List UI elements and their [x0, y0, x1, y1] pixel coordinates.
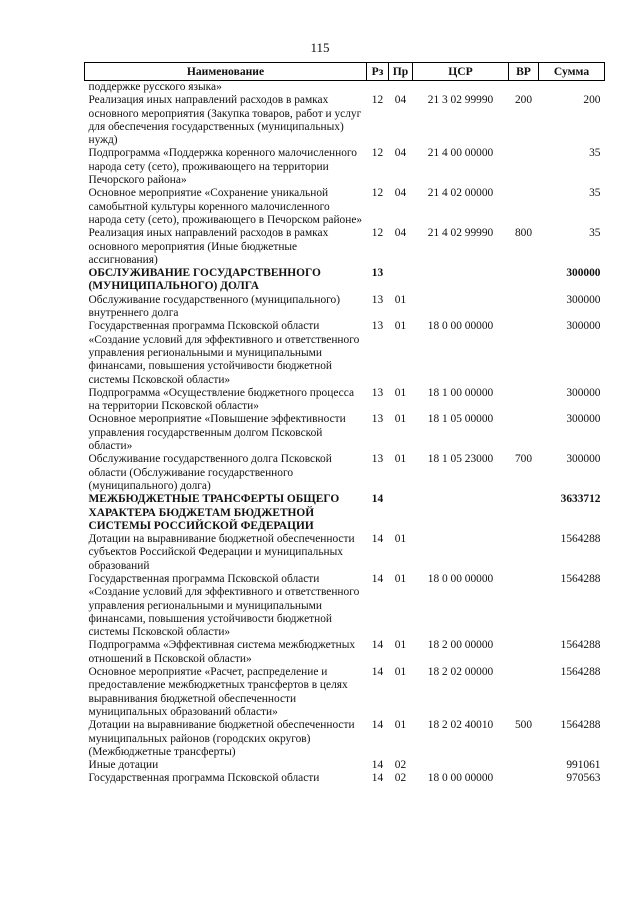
- cell-csr: [413, 533, 509, 573]
- cell-sum: 200: [583, 94, 601, 107]
- cell-rz: 12: [371, 147, 384, 160]
- cell-csr: 18 2 02 40010: [427, 719, 494, 732]
- table-row: [85, 227, 605, 267]
- cell-vr: [509, 573, 539, 639]
- cell-csr: 18 0 00 00000: [427, 772, 494, 785]
- cell-vr: [509, 772, 539, 785]
- cell-pr: 01: [394, 453, 407, 466]
- cell-pr: [389, 493, 413, 533]
- cell-rz: 12: [371, 94, 384, 107]
- cell-sum: 991061: [566, 759, 601, 772]
- cell-vr: [509, 147, 539, 187]
- cell-sum: 1564288: [560, 533, 601, 546]
- header-rz: Рз: [367, 63, 389, 81]
- cell-name: Обслуживание государственного долга Псковской области (Обслуживание государственного (муниципального) долга): [88, 453, 332, 492]
- table-row: [85, 81, 605, 95]
- cell-name: Государственная программа Псковской области «Создание условий для эффективного и ответственного управления региональными и муниципальными финансами, повышения устойчивости бюджетной системы Псковской области»: [88, 320, 360, 386]
- table-row: [85, 187, 605, 227]
- cell-sum: [539, 81, 605, 95]
- cell-name: Государственная программа Псковской области «Создание условий для эффективного и ответственного управления региональными и муниципальными финансами, повышения устойчивости бюджетной системы Псковской области»: [88, 572, 360, 639]
- header-name: Наименование: [85, 63, 367, 81]
- cell-vr: [509, 413, 539, 453]
- cell-rz: 13: [371, 293, 384, 306]
- cell-sum: 1564288: [560, 666, 601, 679]
- cell-vr: 700: [514, 453, 533, 466]
- cell-vr: [509, 81, 539, 95]
- cell-pr: 02: [394, 759, 407, 772]
- cell-sum: 1564288: [560, 719, 601, 732]
- cell-vr: [509, 533, 539, 573]
- cell-name: Иные дотации: [88, 759, 159, 772]
- cell-sum: 300000: [566, 453, 601, 466]
- cell-csr: 21 4 02 99990: [427, 227, 494, 240]
- table-header: [85, 63, 605, 81]
- cell-pr: 04: [394, 147, 407, 160]
- cell-name: Основное мероприятие «Сохранение уникальной самобытной культуры коренного малочисленного народа сету (сето), проживающего в Печорском районе»: [88, 187, 363, 226]
- table-row: [85, 493, 605, 533]
- cell-sum: 1564288: [560, 639, 601, 652]
- cell-rz: 12: [371, 227, 384, 240]
- table-row: [85, 94, 605, 147]
- table-row: [85, 267, 605, 294]
- cell-name: Основное мероприятие «Повышение эффективности управления государственным долгом Псковской области»: [88, 413, 346, 453]
- cell-rz: 14: [371, 639, 384, 652]
- cell-sum: 300000: [566, 293, 601, 306]
- cell-pr: 01: [394, 413, 407, 426]
- cell-vr: [509, 320, 539, 386]
- cell-pr: 01: [394, 293, 407, 306]
- cell-rz: 14: [371, 759, 384, 772]
- cell-sum: 300000: [566, 386, 601, 399]
- cell-name: Реализация иных направлений расходов в рамках основного мероприятия (Иные бюджетные ассигнования): [88, 227, 329, 266]
- cell-name: МЕЖБЮДЖЕТНЫЕ ТРАНСФЕРТЫ ОБЩЕГО ХАРАКТЕРА БЮДЖЕТАМ БЮДЖЕТНОЙ СИСТЕМЫ РОССИЙСКОЙ ФЕДЕРАЦИИ: [88, 493, 340, 532]
- cell-csr: 18 1 05 00000: [427, 413, 494, 426]
- cell-name: Подпрограмма «Поддержка коренного малочисленного народа сету (сето), проживающего на территории Печорского района»: [88, 147, 357, 187]
- cell-sum: 970563: [566, 772, 601, 785]
- cell-rz: 13: [371, 413, 384, 426]
- cell-rz: 14: [371, 493, 384, 506]
- table-row: [85, 320, 605, 386]
- cell-rz: 13: [371, 386, 384, 399]
- cell-rz: [367, 81, 389, 95]
- cell-pr: [389, 267, 413, 294]
- cell-sum: 300000: [566, 267, 601, 280]
- cell-name: Реализация иных направлений расходов в рамках основного мероприятия (Закупка товаров, работ и услуг для обеспечения государственных (муниципальных) нужд): [88, 94, 362, 147]
- cell-sum: 35: [589, 227, 601, 240]
- cell-pr: 01: [394, 666, 407, 679]
- cell-rz: 13: [371, 320, 384, 333]
- table-row: [85, 533, 605, 573]
- cell-sum: 1564288: [560, 572, 601, 585]
- table-row: [85, 772, 605, 785]
- cell-csr: 21 4 00 00000: [427, 147, 494, 160]
- table-row: [85, 639, 605, 666]
- page-number: 115: [310, 40, 330, 55]
- cell-name: Подпрограмма «Эффективная система межбюджетных отношений в Псковской области»: [88, 639, 356, 665]
- cell-rz: 12: [371, 187, 384, 200]
- cell-sum: 300000: [566, 413, 601, 426]
- cell-vr: [509, 493, 539, 533]
- cell-csr: [413, 493, 509, 533]
- cell-csr: [413, 294, 509, 321]
- cell-pr: 01: [394, 386, 407, 399]
- cell-vr: [509, 639, 539, 666]
- table-row: [85, 719, 605, 759]
- cell-vr: 500: [514, 719, 533, 732]
- cell-pr: 01: [394, 719, 407, 732]
- cell-csr: [413, 267, 509, 294]
- cell-csr: 18 0 00 00000: [427, 320, 494, 333]
- cell-rz: 13: [371, 453, 384, 466]
- table-row: [85, 387, 605, 414]
- table-row: [85, 413, 605, 453]
- cell-csr: [413, 759, 509, 772]
- cell-pr: 01: [394, 533, 407, 546]
- cell-pr: 01: [394, 320, 407, 333]
- header-csr: ЦСР: [413, 63, 509, 81]
- cell-rz: 14: [371, 719, 384, 732]
- cell-name: Основное мероприятие «Расчет, распределение и предоставление межбюджетных трансфертов в целях выравнивания бюджетной обеспеченности муниципальных образований области»: [88, 666, 348, 718]
- cell-name: Дотации на выравнивание бюджетной обеспеченности муниципальных районов (городских округов) (Межбюджетные трансферты): [88, 719, 355, 758]
- cell-csr: 18 1 00 00000: [427, 386, 494, 399]
- cell-vr: [509, 759, 539, 772]
- cell-rz: 14: [371, 772, 384, 785]
- cell-sum: 300000: [566, 320, 601, 333]
- table-row: [85, 666, 605, 719]
- cell-sum: 35: [589, 147, 601, 160]
- cell-csr: 18 2 02 00000: [427, 666, 494, 679]
- table-row: [85, 759, 605, 772]
- cell-name: Подпрограмма «Осуществление бюджетного процесса на территории Псковской области»: [88, 386, 354, 413]
- budget-table: [84, 62, 605, 786]
- header-vr: ВР: [509, 63, 539, 81]
- cell-vr: [509, 294, 539, 321]
- cell-name: Государственная программа Псковской области: [88, 772, 320, 785]
- table-row: [85, 294, 605, 321]
- header-sum: Сумма: [539, 63, 605, 81]
- cell-vr: [509, 387, 539, 414]
- cell-pr: 04: [394, 94, 407, 107]
- cell-csr: 18 0 00 00000: [427, 572, 494, 585]
- cell-csr: [413, 81, 509, 95]
- cell-csr: 18 1 05 23000: [427, 453, 494, 466]
- table-row: [85, 147, 605, 187]
- cell-pr: 01: [394, 572, 407, 585]
- cell-vr: 800: [514, 227, 533, 240]
- cell-csr: 18 2 00 00000: [427, 639, 494, 652]
- cell-vr: 200: [514, 94, 533, 107]
- cell-rz: 14: [371, 666, 384, 679]
- cell-name: Дотации на выравнивание бюджетной обеспеченности субъектов Российской Федерации и муниципальных образований: [88, 533, 355, 572]
- cell-pr: 01: [394, 639, 407, 652]
- cell-vr: [509, 666, 539, 719]
- cell-pr: 02: [394, 772, 407, 785]
- cell-pr: 04: [394, 227, 407, 240]
- cell-csr: 21 4 02 00000: [427, 187, 494, 200]
- table-row: [85, 453, 605, 493]
- cell-rz: 13: [371, 267, 384, 280]
- table-row: [85, 573, 605, 639]
- table-body: [85, 81, 605, 786]
- cell-rz: 14: [371, 572, 384, 585]
- cell-vr: [509, 267, 539, 294]
- cell-name: поддержке русского языка»: [88, 81, 222, 93]
- cell-name: Обслуживание государственного (муниципального) внутреннего долга: [88, 293, 341, 320]
- cell-name: ОБСЛУЖИВАНИЕ ГОСУДАРСТВЕННОГО (МУНИЦИПАЛЬНОГО) ДОЛГА: [88, 267, 321, 293]
- cell-rz: 14: [371, 533, 384, 546]
- cell-pr: 04: [394, 187, 407, 200]
- cell-pr: [389, 81, 413, 95]
- cell-sum: 35: [589, 187, 601, 200]
- cell-sum: 3633712: [560, 493, 601, 506]
- cell-vr: [509, 187, 539, 227]
- cell-csr: 21 3 02 99990: [427, 94, 494, 107]
- header-pr: Пр: [389, 63, 413, 81]
